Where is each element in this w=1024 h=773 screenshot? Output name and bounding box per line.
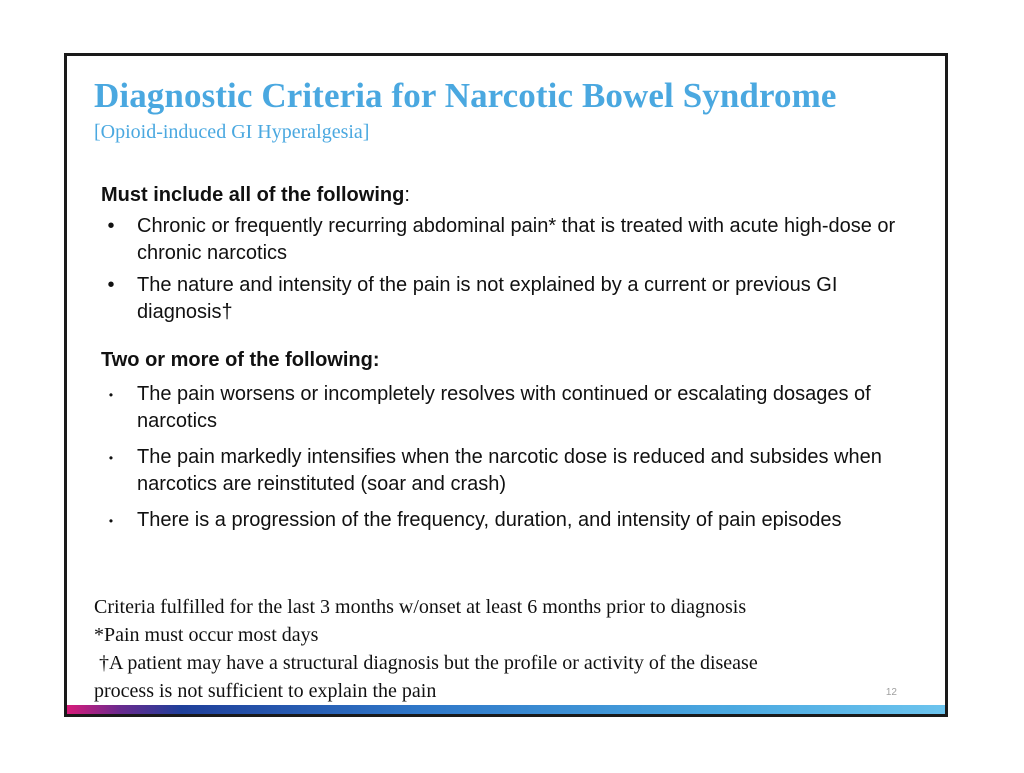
- footnote-pain: *Pain must occur most days: [94, 624, 319, 646]
- slide-title: Diagnostic Criteria for Narcotic Bowel Syndrome: [94, 76, 837, 115]
- bullet-list-two-or-more: [101, 381, 921, 543]
- bullet-icon: •: [107, 274, 115, 296]
- bullet-icon: •: [108, 388, 114, 402]
- bullet-icon: •: [108, 514, 114, 528]
- slide: [64, 53, 948, 717]
- list-item-text: There is a progression of the frequency, duration, and intensity of pain episodes: [137, 509, 842, 531]
- list-item: [101, 381, 921, 435]
- section-heading-colon: :: [404, 184, 410, 206]
- section-heading-text: Two or more of the following:: [101, 349, 380, 371]
- footnote-criteria: Criteria fulfilled for the last 3 months w/onset at least 6 months prior to diagnosis: [94, 596, 747, 618]
- list-item: [101, 444, 921, 498]
- footer-gradient-bar: [67, 705, 945, 714]
- page-number: 12: [885, 687, 897, 698]
- list-item-text: The nature and intensity of the pain is not explained by a current or previous GI diagnosis†: [137, 274, 838, 323]
- list-item: [101, 272, 921, 326]
- list-item-text: Chronic or frequently recurring abdominal pain* that is treated with acute high-dose or chronic narcotics: [137, 215, 896, 264]
- list-item: [101, 213, 921, 267]
- footnote-structural-1: †A patient may have a structural diagnosis but the profile or activity of the disease: [94, 652, 758, 674]
- list-item-text: The pain markedly intensifies when the narcotic dose is reduced and subsides when narcotics are reinstituted (soar and crash): [137, 446, 882, 495]
- bullet-list-must-include: [101, 213, 921, 331]
- section-heading-must-include: [101, 184, 410, 207]
- bullet-icon: •: [108, 451, 114, 465]
- slide-subtitle: [Opioid-induced GI Hyperalgesia]: [94, 121, 370, 143]
- section-heading-text: Must include all of the following: [101, 184, 405, 206]
- footnotes: [94, 593, 934, 705]
- footnote-structural-2: process is not sufficient to explain the pain: [94, 680, 437, 702]
- list-item: [101, 507, 921, 534]
- section-heading-two-or-more: [101, 349, 380, 372]
- bullet-icon: •: [107, 215, 115, 237]
- list-item-text: The pain worsens or incompletely resolves with continued or escalating dosages of narcotics: [137, 383, 871, 432]
